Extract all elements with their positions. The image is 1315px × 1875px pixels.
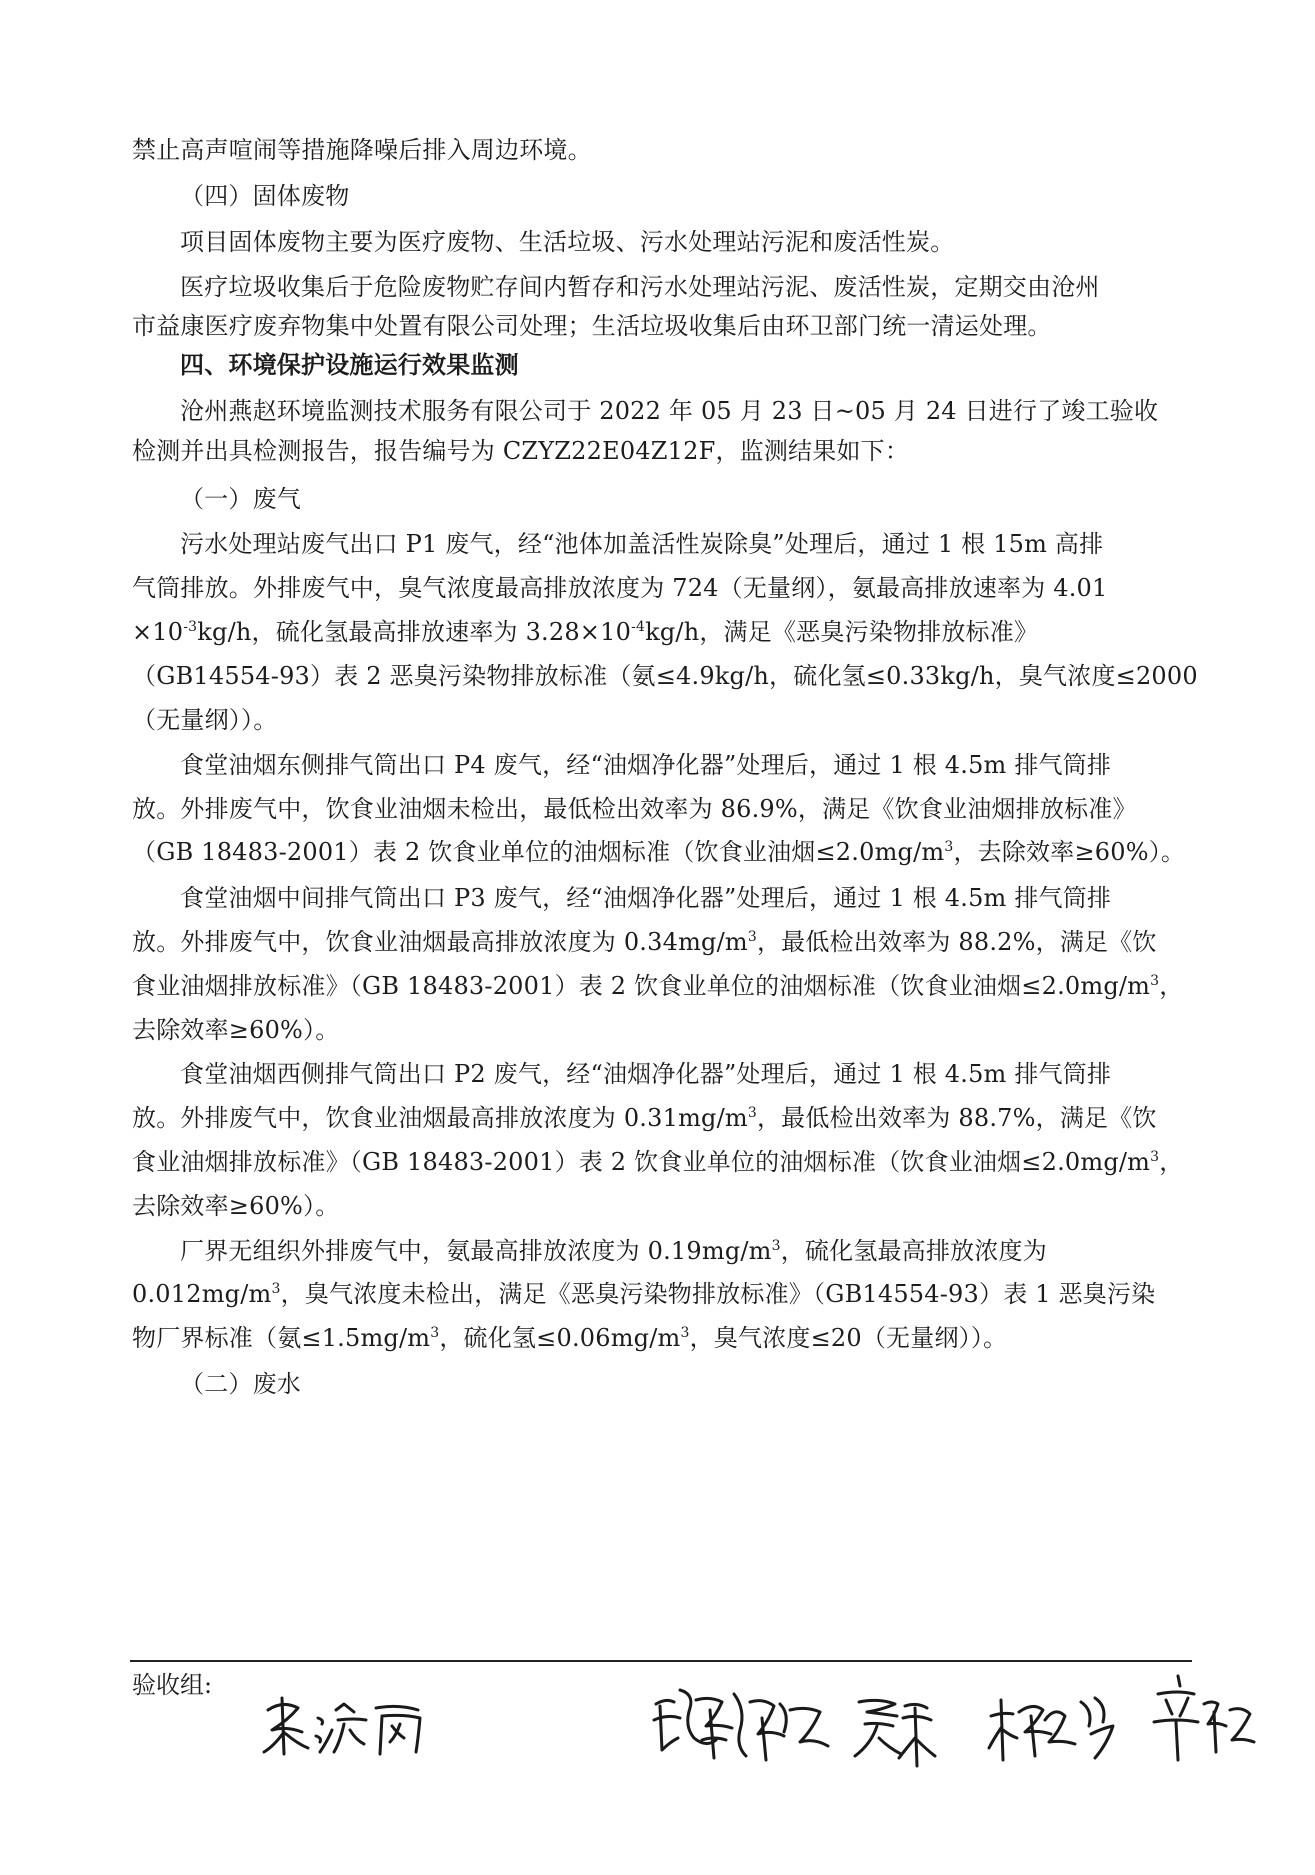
text-segment: 厂界无组织外排废气中，氨最高排放浓度为 0.19mg/m bbox=[180, 1237, 772, 1265]
handwritten-signature-1 bbox=[258, 1690, 433, 1760]
text-segment: ，臭气浓度≤20（无量纲））。 bbox=[689, 1324, 1008, 1352]
acceptance-group-label: 验收组: bbox=[132, 1671, 213, 1699]
handwritten-signature-4 bbox=[985, 1686, 1120, 1766]
text-segment: 物厂界标准（氨≤1.5mg/m bbox=[132, 1324, 431, 1352]
text-segment: ，臭气浓度未检出，满足《恶臭污染物排放标准》（GB14554-93）表 1 恶臭污染 bbox=[280, 1280, 1156, 1308]
superscript: 3 bbox=[1150, 973, 1160, 989]
text-line: 食堂油烟西侧排气筒出口 P2 废气，经“油烟净化器”处理后，通过 1 根 4.5m 排气筒排 bbox=[180, 1060, 1112, 1088]
text-line bbox=[180, 1234, 1047, 1268]
superscript: 3 bbox=[271, 1281, 281, 1297]
text-segment: ×10 bbox=[132, 618, 184, 646]
text-segment: ， bbox=[1159, 1148, 1184, 1176]
text-line: 市益康医疗废弃物集中处置有限公司处理；生活垃圾收集后由环卫部门统一清运处理。 bbox=[132, 312, 1052, 340]
section-heading-monitoring: 四、环境保护设施运行效果监测 bbox=[180, 350, 519, 379]
text-segment: kg/h，满足《恶臭污染物排放标准》 bbox=[645, 618, 1039, 646]
footer-divider bbox=[130, 1660, 1192, 1662]
text-line bbox=[132, 969, 1183, 1003]
text-segment: 放。外排废气中，饮食业油烟最高排放浓度为 0.31mg/m bbox=[132, 1104, 748, 1132]
superscript: -4 bbox=[631, 619, 646, 635]
section-heading-wastewater: （二）废水 bbox=[180, 1370, 301, 1398]
text-line: 检测并出具检测报告，报告编号为 CZYZ22E04Z12F，监测结果如下： bbox=[132, 437, 910, 465]
handwritten-signature-5 bbox=[1138, 1670, 1258, 1765]
text-line bbox=[132, 925, 1157, 959]
text-line: （无量纲））。 bbox=[132, 706, 278, 734]
superscript: 3 bbox=[430, 1325, 440, 1341]
section-heading-solid-waste: （四）固体废物 bbox=[180, 182, 350, 210]
text-line: 沧州燕赵环境监测技术服务有限公司于 2022 年 05 月 23 日~05 月 24 日进行了竣工验收 bbox=[180, 397, 1159, 425]
handwritten-signature-2 bbox=[650, 1680, 835, 1765]
text-line: 去除效率≥60%）。 bbox=[132, 1016, 340, 1044]
text-segment: ， bbox=[1159, 972, 1184, 1000]
superscript: 3 bbox=[771, 1238, 781, 1254]
text-segment: （GB 18483-2001）表 2 饮食业单位的油烟标准（饮食业油烟≤2.0mg/m bbox=[132, 838, 945, 866]
superscript: 3 bbox=[1150, 1149, 1160, 1165]
text-line bbox=[132, 1101, 1157, 1135]
superscript: 3 bbox=[747, 929, 757, 945]
text-line: 气筒排放。外排废气中，臭气浓度最高排放浓度为 724（无量纲），氨最高排放速率为 4.01 bbox=[132, 574, 1108, 602]
superscript: 3 bbox=[747, 1105, 757, 1121]
text-line: 去除效率≥60%）。 bbox=[132, 1192, 340, 1220]
section-heading-exhaust-gas: （一）废气 bbox=[180, 485, 301, 513]
text-segment: ，去除效率≥60%）。 bbox=[953, 838, 1186, 866]
text-line bbox=[132, 615, 1038, 649]
text-line: 食堂油烟中间排气筒出口 P3 废气，经“油烟净化器”处理后，通过 1 根 4.5m 排气筒排 bbox=[180, 884, 1112, 912]
text-line bbox=[132, 1321, 1007, 1355]
text-segment: 食业油烟排放标准》（GB 18483-2001）表 2 饮食业单位的油烟标准（饮食业油烟≤2.0mg/m bbox=[132, 1148, 1151, 1176]
text-segment: 放。外排废气中，饮食业油烟最高排放浓度为 0.34mg/m bbox=[132, 928, 748, 956]
text-line: 项目固体废物主要为医疗废物、生活垃圾、污水处理站污泥和废活性炭。 bbox=[180, 228, 955, 256]
text-line bbox=[132, 1277, 1155, 1311]
text-line: 放。外排废气中，饮食业油烟未检出，最低检出效率为 86.9%，满足《饮食业油烟排放标准》 bbox=[132, 795, 1137, 823]
text-line bbox=[132, 835, 1185, 869]
text-segment: ，硫化氢≤0.06mg/m bbox=[439, 1324, 681, 1352]
text-segment: ，硫化氢最高排放浓度为 bbox=[780, 1237, 1047, 1265]
text-segment: 食业油烟排放标准》（GB 18483-2001）表 2 饮食业单位的油烟标准（饮食业油烟≤2.0mg/m bbox=[132, 972, 1151, 1000]
text-segment: kg/h，硫化氢最高排放速率为 3.28×10 bbox=[197, 618, 632, 646]
text-line: （GB14554-93）表 2 恶臭污染物排放标准（氨≤4.9kg/h，硫化氢≤0.33kg/h，臭气浓度≤2000 bbox=[132, 662, 1198, 690]
superscript: 3 bbox=[944, 839, 954, 855]
text-line: 污水处理站废气出口 P1 废气，经“池体加盖活性炭除臭”处理后，通过 1 根 15m 高排 bbox=[180, 530, 1104, 558]
superscript: 3 bbox=[680, 1325, 690, 1341]
superscript: -3 bbox=[183, 619, 198, 635]
handwritten-signature-3 bbox=[845, 1692, 940, 1772]
text-line: 禁止高声喧闹等措施降噪后排入周边环境。 bbox=[132, 136, 592, 164]
text-segment: ，最低检出效率为 88.7%，满足《饮 bbox=[756, 1104, 1157, 1132]
text-line: 食堂油烟东侧排气筒出口 P4 废气，经“油烟净化器”处理后，通过 1 根 4.5m 排气筒排 bbox=[180, 751, 1112, 779]
text-line: 医疗垃圾收集后于危险废物贮存间内暂存和污水处理站污泥、废活性炭，定期交由沧州 bbox=[180, 273, 1100, 301]
text-segment: ，最低检出效率为 88.2%，满足《饮 bbox=[756, 928, 1157, 956]
text-line bbox=[132, 1145, 1183, 1179]
text-segment: 0.012mg/m bbox=[132, 1280, 272, 1308]
